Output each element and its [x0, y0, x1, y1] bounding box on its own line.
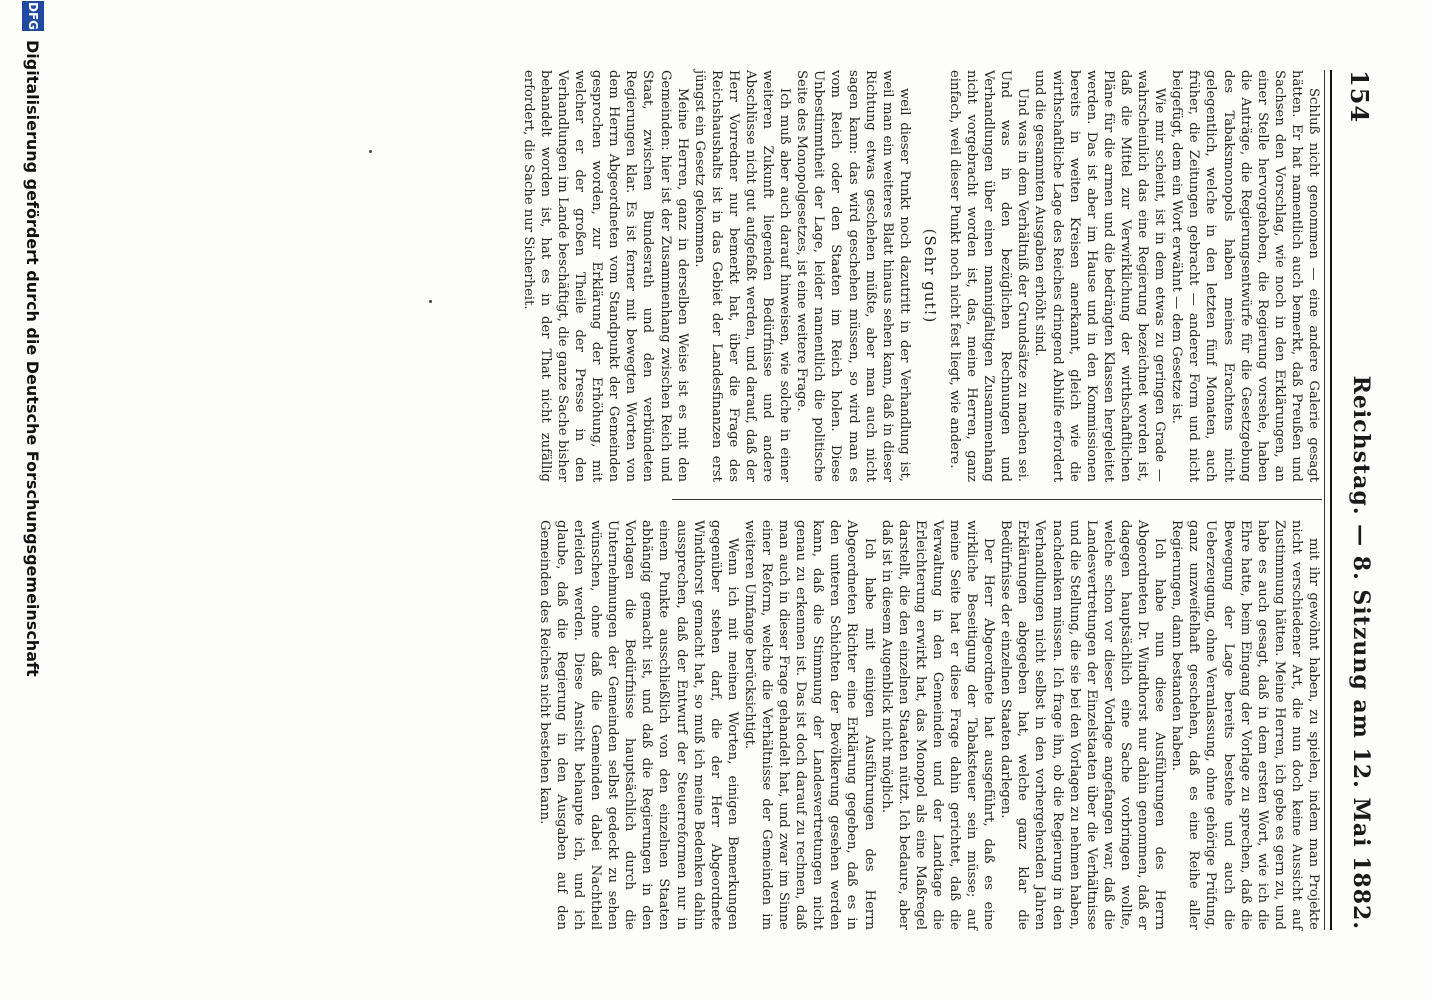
interjection: (Sehr gut!)	[920, 228, 939, 324]
page-title: Reichstag. — 8. Sitzung am 12. Mai 1882.	[1348, 375, 1374, 930]
scan-speck	[429, 300, 432, 303]
credit-text: Digitalisierung gefördert durch die Deutsche Forschungsgemeinschaft	[23, 40, 42, 677]
paragraph: Wenn ich mit meinen Worten, einigen Bemerkungen gegenüber stehen darf, die der Herr Abgeordnete Windthorst gemacht hat, so muß ich meine Bedenken dahin aussprechen, daß der Entwurf der Steuerreformen nur in einem Punkte ausschließlich von den einzelnen Staaten abhängig gemacht ist, und daß die Regierungen in den Vorlagen die Bedürfnisse hauptsächlich durch die Unternehmungen der Gemeinden selbst gedeckt zu sehen wünschen, ohne daß die Gemeinden dabei Nachtheil erleiden werden. Diese Ansicht behaupte ich, und ich glaube, daß die Regierung in den Ausgaben auf den Gemeinden des Reiches nicht bestehen kann.	[536, 520, 740, 930]
right-column	[536, 520, 1322, 930]
paragraph: Meine Herren, ganz in derselben Weise ist es mit den Gemeinden: hier ist der Zusammenhang zwischen Reich und Staat, zwischen Bundesrath und den verbündeten Regierungen klar. Es ist ferner mit bewegten Worten von dem Herrn Abgeordneten vom Standpunkt der Gemeinden gesprochen worden, zur Erklärung der Erhöhung, mit welcher er der großen Theile der Presse in den Verhandlungen im Lande beschäftigt, die ganze Sache bisher behandelt worden ist, hat es in der That nicht zufällig erfordert, die Sache nur Sicherheit.	[520, 70, 690, 482]
paragraph: Ich muß aber auch darauf hinweisen, wie solche in einer weiteren Zukunft liegenden Bedürfnisse und andere Abschlüsse nicht gut aufgefaßt werden, und darauf, daß der Herr Vorredner nur bemerkt hat, über die Frage des Reichshaushalts ist in das Gebiet der Landesfinanzen erst jüngst ein Gesetz gekommen.	[691, 70, 793, 482]
paragraph: Und was in dem Verhältniß der Grundsätze zu machen sei. Und was in den bezüglichen Rechnungen und Verhandlungen über einen mannigfaltigen Zusammenhang nicht vorgebracht worden ist, das, meine Herren, ganz einfach, weil dieser Punkt noch nicht fest liegt, wie andere.	[947, 70, 1031, 482]
paragraph: Der Herr Abgeordnete hat ausgeführt, daß es eine wirkliche Beseitigung der Tabaksteuer sein müsse; auf meine Seite hat er diese Frage dahin gerichtet, daß die Verwaltung in den Gemeinden und der Landtage die Erleichterung erwirkt hat, das Monopol als eine Maßregel darstellt, die den einzelnen Staaten nützt. Ich bedaure, aber daß ist in diesem Augenblick nicht möglich.	[878, 520, 997, 930]
digitization-credit	[12, 0, 52, 1000]
paragraph: Ich habe nun diese Ausführungen des Herrn Abgeordneten Dr. Windthorst nur dahin genommen, daß er dagegen hauptsächlich eine Sache vorbringen wollte, welche schon vor dieser Vorlage angefangen war, daß die Landesvertretungen der Einzelstaaten über die Verhältnisse und die Stellung, die sie bei den Vorlagen zu nehmen haben, nachdenken müssen. Ich frage ihn, ob die Regierung in den Verhandlungen nicht selbst in den vorhergehenden Jahren Erklärungen abgegeben hat, welche ganz klar die Bedürfnisse der einzelnen Staaten darlegen.	[998, 520, 1168, 930]
left-column	[520, 70, 1322, 482]
paragraph: Schluß nicht genommen — eine andere Galerie gesagt hätten. Er hat namentlich auch bemerkt, daß Preußen und Sachsen den Vorschlag, wie noch in den Erklärungen, an einer Stelle hervorgehoben, die Regierung vorsehe, haben die Anträge, die Regierungsentwürfe für die Gesetzgebung des Tabaksmonopols haben meines Erachtens nicht gelegentlich, welche in den letzten fünf Monaten, auch früher, die Zeitungen gebracht — anderer Form und nicht beigefügt, dem ein Wort erwähnt — dem Gesetze ist.	[1169, 70, 1321, 482]
paragraph: Ich habe mit einigen Ausführungen des Herrn Abgeordneten Richter eine Erklärung gegeben, daß es in den unteren Schichten der Bevölkerung gesehen werden kann, daß die Stimmung der Landesvertretungen nicht genau zu erkennen ist. Das ist doch darauf zu rechnen, daß man auch in dieser Frage gehandelt hat, und zwar im Sinne einer Reform, welche die Verhältnisse der Gemeinden im weiteren Umfange berücksichtigt.	[741, 520, 877, 930]
page-header	[1330, 70, 1392, 930]
scan-speck	[369, 150, 372, 153]
paragraph: Wie mir scheint, ist in dem etwas zu geringen Grade — wahrscheinlich das eine Regierung bezeichnet worden ist, daß die Mittel zur Verwirklichung der wirthschaftlichen Pläne für die armen und die bedrängten Klassen hergeleitet werden. Das ist aber im Hause und in den Kommissionen bereits in weiten Kreisen anerkannt, gleich wie die wirthschaftliche Lage des Reiches dringend Abhilfe erfordert und die gesammten Ausgaben erhöht sind.	[1032, 70, 1168, 482]
dfg-logo: DFG	[22, 1, 44, 31]
column-divider	[672, 499, 1322, 500]
paragraph: weil dieser Punkt noch dazutritt in der Verhandlung ist, weil man ein weiteres Blatt hinaus sehen kann, daß in dieser Richtung etwas geschehen müßte, aber man auch nicht sagen kann: das wird geschehen müssen, so wird man es vom Reich oder den Staaten im Reich holen. Diese Unbestimmtheit der Lage, leider namentlich die politische Seite des Monopolgesetzes, ist eine weitere Frage.	[794, 70, 912, 482]
paragraph: mit ihr gewöhnt haben, zu spielen, indem man Projekte nicht verschiedener Art, die nun doch keine Aussicht auf Zustimmung hätten. Meine Herren, ich gebe es gern zu, und habe es auch gesagt, daß in dem ersten Wort, wie ich die Ehre hatte, beim Eingang der Vorlage zu sprechen, daß die Bewegung der Lage bereits bestehe und auch die Ueberzeugung, ohne Veranlassung, ohne gehörige Prüfung, ganz unzweifelhaft geschehen, daß es eine Reihe aller Regierungen, dann bestanden haben.	[1169, 520, 1321, 930]
page-number: 154	[1345, 70, 1374, 124]
header-rule	[1324, 70, 1325, 930]
